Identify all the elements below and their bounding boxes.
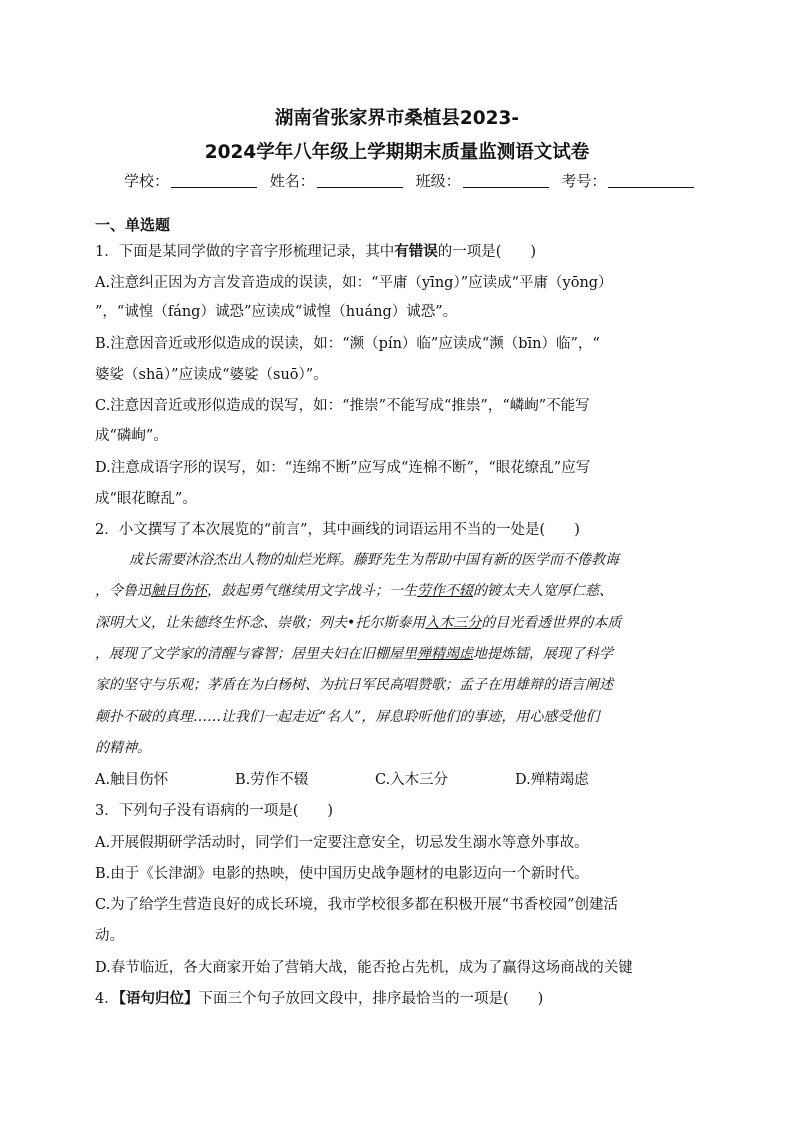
q3-option-b[interactable]: B.由于《长津湖》电影的热映，使中国历史战争题材的电影迈向一个新时代。: [95, 866, 589, 882]
school-blank: [171, 173, 257, 188]
q1-option-c-cont: 成“磷峋”。: [95, 428, 168, 444]
q1-stem: [95, 240, 707, 261]
q1-option-c: C.注意因音近或形似造成的误写，如：“推崇”不能写成“推祟”，“嶙峋”不能写: [95, 398, 590, 414]
q3-stem: 3．下列句子没有语病的一项是( ): [95, 803, 334, 819]
q4-tag: 【语句归位】: [118, 990, 199, 1007]
q4-stem: [95, 987, 707, 1008]
q1-option-d-cont: 成“眼花瞭乱”。: [95, 491, 197, 507]
q2-passage-line-6: 颠扑不破的真理……让我们一起走近“名人”，屏息聆听他们的事迹，用心感受他们: [95, 709, 600, 725]
q1-stem-text: 1．下面是某同学做的字音字形梳理记录，其中: [95, 244, 395, 260]
passage-text: ，令鲁迅: [95, 583, 151, 599]
q3-option-a[interactable]: A.开展假期研学活动时，同学们一定要注意安全，切忌发生溺水等意外事故。: [95, 835, 589, 851]
q2-passage-line-5: 家的坚守与乐观；茅盾在为白杨树、为抗日军民高唱赞歌；孟子在用雄辩的语言阐述: [95, 677, 613, 693]
q2-option-d[interactable]: D.殚精竭虑: [515, 772, 589, 788]
passage-text: ，鼓起勇气继续用文字战斗；一生: [207, 583, 417, 599]
q3-option-c[interactable]: C.为了给学生营造良好的成长环境，我市学校很多都在积极开展“书香校园”创建活: [95, 897, 619, 913]
q1-stem-emphasis: 有错误: [394, 243, 438, 260]
student-info-row: [124, 170, 702, 191]
q2-passage-line-2: [95, 580, 705, 600]
q2-option-a[interactable]: A.触目伤怀: [95, 772, 169, 788]
q2-passage-line-7: 的精神。: [95, 740, 151, 756]
q1-option-b: B.注意因音近或形似造成的误读，如：“濒（pín）临”应读成“濒（bīn）临”，“: [95, 336, 600, 352]
q2-options: [95, 768, 707, 789]
q3-option-d[interactable]: D.春节临近，各大商家开始了营销大战，能否抢占先机，成为了赢得这场商战的关键: [95, 960, 633, 976]
underlined-phrase-d: 殚精竭虑: [417, 646, 473, 662]
passage-text: 的镀太夫人宽厚仁慈、: [473, 583, 613, 599]
underlined-phrase-c: 入木三分: [425, 615, 482, 631]
exam-no-blank: [608, 173, 694, 188]
title-line-1: 湖南省张家界市桑植县2023-: [274, 108, 520, 129]
section-heading: 一、单选题: [95, 216, 171, 234]
q4-stem-text: 下面三个句子放回文段中，排序最恰当的一项是( ): [198, 991, 544, 1007]
q1-option-a: A.注意纠正因为方言发音造成的误读，如：“平庸（yīng）”应读成“平庸（yōng）: [95, 275, 613, 291]
underlined-phrase-a: 触目伤怀: [151, 583, 207, 599]
q2-option-b[interactable]: B.劳作不辍: [235, 772, 309, 788]
q2-stem: 2．小文撰写了本次展览的“前言”，其中画线的词语运用不当的一处是( ): [95, 522, 580, 538]
passage-text: 地提炼镭，展现了科学: [473, 646, 613, 662]
title-line-2: 2024学年八年级上学期期末质量监测语文试卷: [204, 142, 590, 163]
class-label: 班级：: [415, 172, 461, 190]
passage-text: ，展现了文学家的清醒与睿智；居里夫妇在旧棚屋里: [95, 646, 417, 662]
q2-passage-line-1: 成长需要沐浴杰出人物的灿烂光辉。藤野先生为帮助中国有新的医学而不倦教诲: [129, 552, 619, 568]
passage-text: 深明大义，让朱德终生怀念、崇敬；列夫•托尔斯泰用: [95, 615, 426, 631]
q2-option-c[interactable]: C.入木三分: [375, 772, 449, 788]
q1-option-b-cont: 婆娑（shā）”应读成“婆娑（suō）”。: [95, 367, 328, 383]
name-blank: [317, 173, 403, 188]
q1-stem-tail: 的一项是( ): [437, 244, 537, 260]
underlined-phrase-b: 劳作不辍: [417, 583, 473, 599]
name-label: 姓名：: [269, 172, 315, 190]
passage-text: 的目光看透世界的本质: [481, 615, 622, 631]
exam-no-label: 考号：: [561, 172, 607, 190]
q1-option-d: D.注意成语字形的误写，如：“连绵不断”应写成“连棉不断”，“眼花缭乱”应写: [95, 460, 591, 476]
school-label: 学校：: [124, 172, 170, 190]
q3-option-c-cont: 动。: [95, 928, 124, 944]
q1-option-a-cont: ”，“诚惶（fáng）诚恐”应读成“诚惶（huáng）诚恐”。: [95, 304, 458, 320]
q2-passage-line-4: [95, 643, 705, 663]
q2-passage-line-3: [95, 612, 705, 632]
class-blank: [463, 173, 549, 188]
q4-number: 4．: [95, 991, 119, 1007]
